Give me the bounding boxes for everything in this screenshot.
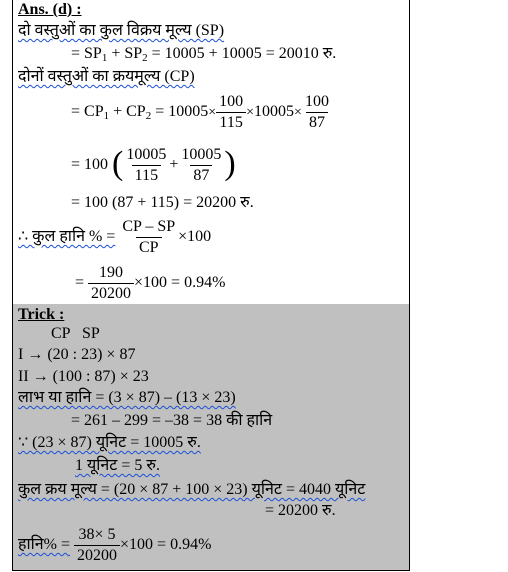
cp-value: 10005 [254,103,295,121]
ratio-row-1: I → (20 : 23) × 87 [18,346,136,363]
sp-term: + SP [107,45,143,62]
profit-loss-line [18,388,236,408]
numerator: 38× 5 [78,526,116,543]
cp-term: + CP [109,103,146,121]
one-unit-line [75,456,160,476]
trick-heading: Trick : [18,306,65,323]
total-cp-line [18,480,365,500]
total-cp-label [18,67,195,87]
multiplier: ×100 [178,228,212,246]
numerator: 100 [219,93,244,110]
total-cp-text: कुल क्रय मूल्य = (20 × 87 + 100 × 23) यूनिट = 4040 यूनिट [18,481,366,498]
one-unit-text: 1 यूनिट = 5 रु. [75,457,160,474]
numerator: 100 [304,93,329,110]
total-sp-equation [71,44,336,64]
times-sign: × [294,105,302,121]
fraction [216,92,246,133]
denominator: 115 [216,112,245,133]
solution-sheet [12,0,410,571]
numerator: 10005 [126,146,167,163]
answer-heading: Ans. (d) : [18,1,82,18]
unit-value-line [18,433,201,453]
times-sign: × [208,105,217,121]
loss-percent-line [18,525,211,566]
total-sp-text: दो वस्तुओं का कुल विक्रय मूल्य (SP) [18,22,225,39]
fraction [178,145,224,186]
fraction [123,145,169,186]
subscript: 1 [101,52,108,64]
loss-result [75,263,225,304]
multiplier: ×100 = 0.94% [120,536,212,554]
close-paren: ) [224,144,236,182]
unit-value-text: ∵ (23 × 87) यूनिट = 10005 रु. [18,434,201,451]
subscript: 1 [103,110,110,123]
cp-equation [71,92,332,133]
factor-term: = 100 [71,156,109,174]
times-sign: × [246,105,255,121]
subscript: 2 [142,52,148,64]
cp-value: = 10005 [151,103,209,121]
denominator: 115 [132,165,161,186]
fraction [74,525,120,566]
denominator: 20200 [88,283,134,304]
trick-section [13,304,409,570]
loss-label: ∴ कुल हानि % = [18,228,116,246]
open-paren: ( [112,144,124,182]
plus-sign: + [169,156,179,174]
denominator: 87 [190,165,212,186]
loss-formula [18,217,211,258]
denominator: 20200 [74,545,120,566]
denominator: 87 [306,112,328,133]
fraction [302,92,332,133]
profit-loss-text: लाभ या हानि = (3 × 87) – (13 × 23) [18,389,236,406]
cp-result: = 100 (87 + 115) = 20200 रु. [71,194,254,211]
loss-calculation: = 261 – 299 = –38 = 38 की हानि [71,412,273,429]
cp-term: = CP [71,103,104,121]
ratio-row-2: II → (100 : 87) × 23 [18,368,149,385]
loss-percent-label: हानि% = [18,536,71,554]
total-sp-label [18,21,224,41]
column-headers: CP SP [51,325,100,342]
equals-sign: = [75,274,85,292]
denominator: CP [136,237,162,258]
total-cp-result: = 20200 रु. [265,502,336,519]
numerator: CP – SP [122,218,176,235]
total-cp-text: दोनों वस्तुओं का क्रयमूल्य (CP) [18,68,195,85]
subscript: 2 [145,110,152,123]
numerator: 10005 [181,146,222,163]
answer-section [13,0,409,304]
multiplier: ×100 = 0.94% [134,274,226,292]
factor-equation [71,145,236,186]
fraction [119,217,178,258]
fraction [88,263,134,304]
sp-result: = 10005 + 10005 = 20010 रु. [147,45,337,62]
sp-term: = SP [71,45,102,62]
numerator: 190 [99,264,124,281]
